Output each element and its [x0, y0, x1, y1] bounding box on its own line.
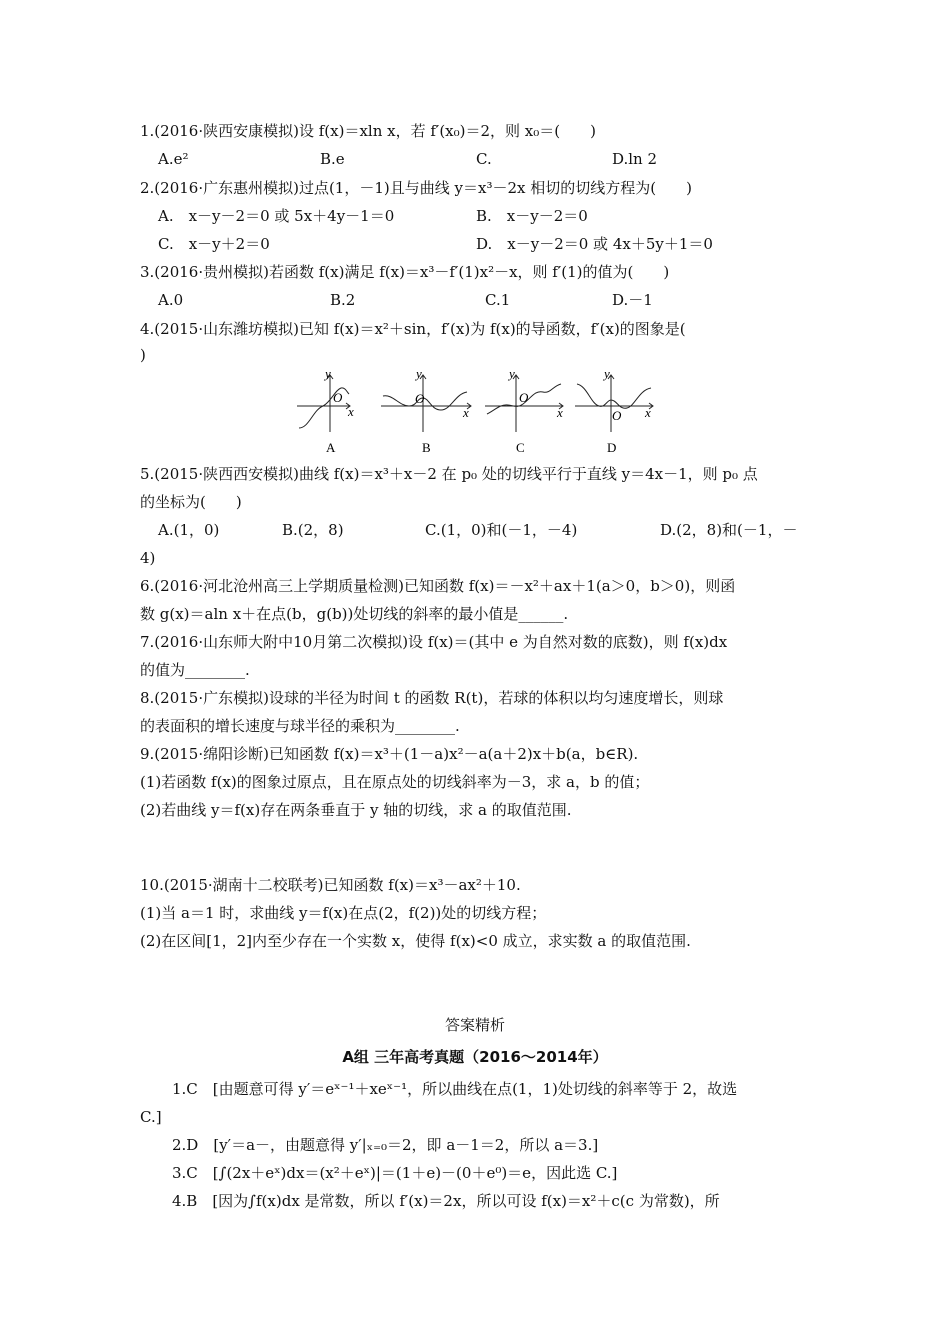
question-8: 8.(2015·广东模拟)设球的半径为时间 t 的函数 R(t)，若球的体积以均匀速度增长，则球: [140, 689, 724, 707]
question-9-part-1: (1)若函数 f(x)的图象过原点，且在原点处的切线斜率为－3，求 a，b 的值；: [140, 773, 650, 791]
graph-a-origin: O: [333, 390, 343, 405]
q1-option-a: A.e²: [158, 150, 189, 168]
question-1: 1.(2016·陕西安康模拟)设 f(x)＝xln x，若 f′(x₀)＝2，则 x₀＝( ): [140, 122, 596, 140]
question-5-continued: 的坐标为( ): [140, 493, 242, 511]
question-6: 6.(2016·河北沧州高三上学期质量检测)已知函数 f(x)＝－x²＋ax＋1(a＞0，b＞0)，则函: [140, 577, 736, 595]
graph-c-origin: O: [519, 390, 529, 405]
q5-option-c: C.(1，0)和(－1，－4): [425, 521, 578, 539]
answer-1: 1.C [由题意可得 y′＝eˣ⁻¹＋xeˣ⁻¹，所以曲线在点(1，1)处切线的斜率等于 2，故选: [172, 1080, 738, 1098]
question-8-continued: 的表面积的增长速度与球半径的乘积为________.: [140, 717, 460, 735]
q5-option-b: B.(2，8): [282, 521, 344, 539]
graph-d: [575, 375, 653, 432]
graph-c-x-label: x: [557, 405, 563, 420]
q2-option-d: D. x－y－2＝0 或 4x＋5y＋1＝0: [476, 235, 713, 253]
answers-group-heading: A组 三年高考真题（2016～2014年）: [342, 1048, 608, 1066]
q5-option-a: A.(1，0): [158, 521, 220, 539]
question-7: 7.(2016·山东师大附中10月第二次模拟)设 f(x)＝(其中 e 为自然对数的底数)，则 f(x)dx: [140, 633, 728, 651]
q3-option-c: C.1: [485, 291, 511, 309]
answer-1-continued: C.]: [140, 1108, 162, 1126]
question-7-continued: 的值为________.: [140, 661, 250, 679]
graph-b-x-label: x: [463, 405, 469, 420]
question-9: 9.(2015·绵阳诊断)已知函数 f(x)＝x³＋(1－a)x²－a(a＋2)x＋b(a，b∈R).: [140, 745, 639, 763]
question-2: 2.(2016·广东惠州模拟)过点(1，－1)且与曲线 y＝x³－2x 相切的切线方程为( ): [140, 179, 692, 197]
graph-b-y-label: y: [416, 366, 422, 381]
q3-option-d: D.－1: [612, 291, 653, 309]
answers-title: 答案精析: [444, 1016, 505, 1034]
graph-c-label: C: [516, 440, 525, 455]
q1-option-c: C.: [476, 150, 492, 168]
graph-b-origin: O: [415, 391, 425, 406]
graph-a-label: A: [326, 440, 336, 455]
question-10-part-2: (2)在区间[1，2]内至少存在一个实数 x，使得 f(x)<0 成立，求实数 a 的取值范围.: [140, 932, 691, 950]
q2-option-c: C. x－y＋2＝0: [158, 235, 270, 253]
graph-d-y-label: y: [604, 366, 610, 381]
graph-c-y-label: y: [509, 366, 515, 381]
answer-4: 4.B [因为∫f(x)dx 是常数，所以 f′(x)＝2x，所以可设 f(x)＝x²＋c(c 为常数)，所: [172, 1192, 720, 1210]
graph-a-y-label: y: [325, 366, 331, 381]
q2-option-a: A. x－y－2＝0 或 5x＋4y－1＝0: [158, 207, 395, 225]
question-10-part-1: (1)当 a＝1 时，求曲线 y＝f(x)在点(2，f(2))处的切线方程；: [140, 904, 547, 922]
q2-option-b: B. x－y－2＝0: [476, 207, 588, 225]
question-5: 5.(2015·陕西西安模拟)曲线 f(x)＝x³＋x－2 在 p₀ 处的切线平行于直线 y＝4x－1，则 p₀ 点: [140, 465, 758, 483]
question-9-part-2: (2)若曲线 y＝f(x)存在两条垂直于 y 轴的切线，求 a 的取值范围.: [140, 801, 572, 819]
q3-option-b: B.2: [330, 291, 356, 309]
question-3: 3.(2016·贵州模拟)若函数 f(x)满足 f(x)＝x³－f′(1)x²－x，则 f′(1)的值为( ): [140, 263, 670, 281]
question-4: 4.(2015·山东潍坊模拟)已知 f(x)＝x²＋sin，f′(x)为 f(x)的导函数，f′(x)的图象是(: [140, 320, 686, 338]
graph-b-label: B: [422, 440, 431, 455]
answer-2: 2.D [y′＝a－，由题意得 y′|ₓ₌₀＝2，即 a－1＝2，所以 a＝3.]: [172, 1136, 599, 1154]
question-6-continued: 数 g(x)＝aln x＋在点(b，g(b))处切线的斜率的最小值是______.: [140, 605, 569, 623]
graph-a-x-label: x: [348, 404, 354, 419]
graph-b: [381, 375, 471, 432]
graph-d-label: D: [607, 440, 617, 455]
q4-graph-options-figure: [295, 366, 655, 460]
graph-d-x-label: x: [645, 405, 651, 420]
answer-3: 3.C [∫(2x＋eˣ)dx＝(x²＋eˣ)|＝(1＋e)－(0＋e⁰)＝e，因此选 C.]: [172, 1164, 618, 1182]
q5-option-d-tail: 4): [140, 549, 156, 567]
graph-d-origin: O: [612, 408, 622, 423]
q3-option-a: A.0: [158, 291, 184, 309]
q5-option-d: D.(2，8)和(－1，－: [660, 521, 798, 539]
q1-option-d: D.ln 2: [612, 150, 658, 168]
question-10: 10.(2015·湖南十二校联考)已知函数 f(x)＝x³－ax²＋10.: [140, 876, 521, 894]
question-4-continued: ): [140, 346, 146, 364]
q1-option-b: B.e: [320, 150, 345, 168]
